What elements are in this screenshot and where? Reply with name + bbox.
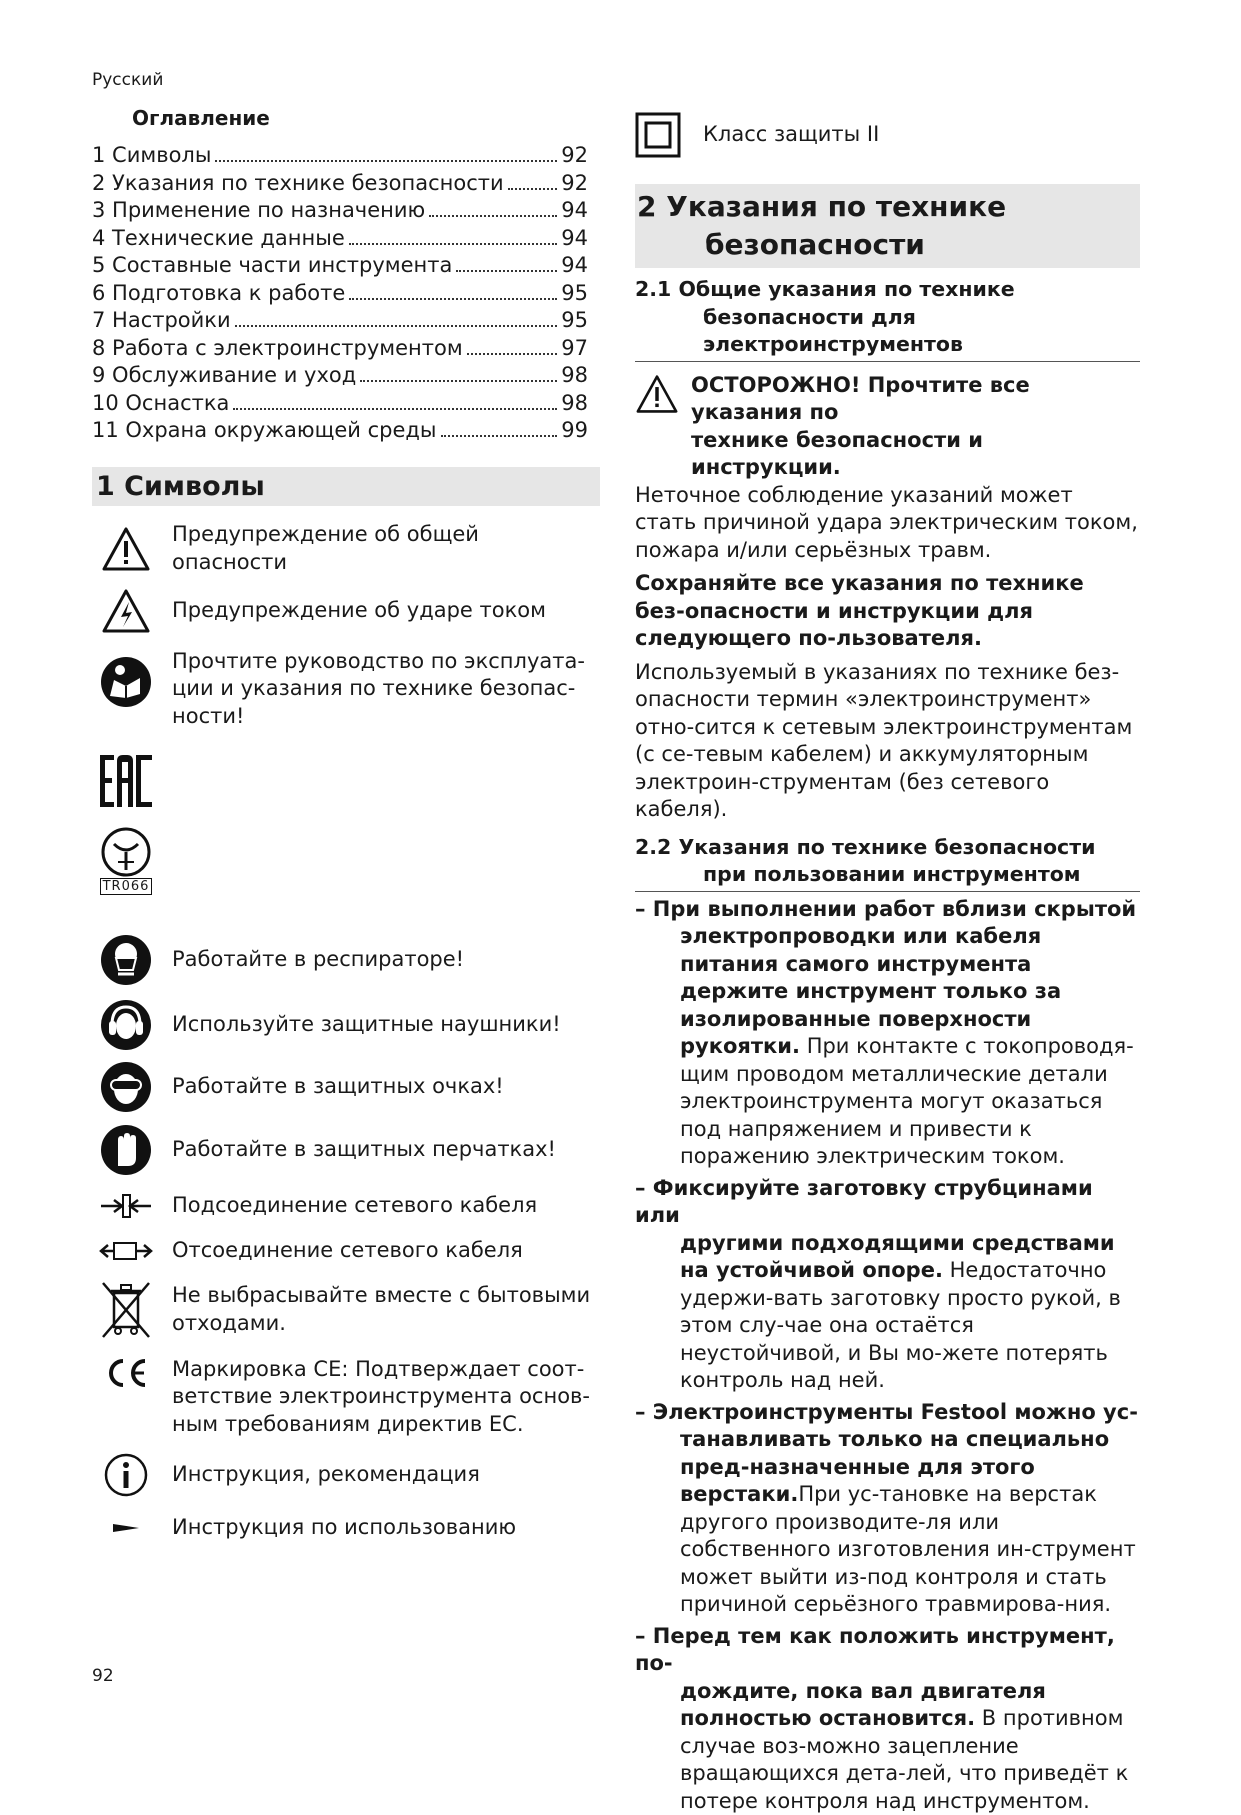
toc-item-label: 9 Обслуживание и уход xyxy=(92,362,356,390)
toc-item-label: 8 Работа с электроинструментом xyxy=(92,335,463,363)
bullet-body xyxy=(635,1678,1140,1815)
bullet-lead: – Фиксируйте заготовку струбцинами или xyxy=(635,1175,1140,1230)
toc-item-page: 98 xyxy=(561,390,588,418)
bullet-lead: – При выполнении работ вблизи скрытой xyxy=(635,896,1140,924)
paragraph: Используемый в указаниях по технике без-опасности термин «электроинструмент» отно-сится к сетевым электроинструментам (с се-тевым кабелем) и аккумуляторным электроин-струментам (без сетевого кабеля). xyxy=(635,659,1140,824)
respirator-icon xyxy=(92,934,160,986)
eac-mark-icon xyxy=(92,753,160,809)
paragraph: Неточное соблюдение указаний может стать причиной удара электрическим током, пожара и/или серьёзных травм. xyxy=(635,482,1140,565)
subsection-2-2-line2: при пользовании инструментом xyxy=(635,861,1140,889)
toc-item[interactable] xyxy=(92,280,588,308)
toc-item-page: 92 xyxy=(561,142,588,170)
toc-title: Оглавление xyxy=(132,106,598,130)
toc-item-page: 92 xyxy=(561,170,588,198)
arrow-instruction-icon xyxy=(92,1521,160,1535)
symbol-text: Инструкция по использованию xyxy=(172,1514,592,1542)
section-2-heading-line1: 2 Указания по технике xyxy=(637,190,1006,223)
symbol-text: Инструкция, рекомендация xyxy=(172,1461,592,1489)
bullet-body xyxy=(635,1426,1140,1619)
toc-leader-dots xyxy=(441,435,558,437)
toc-item[interactable] xyxy=(92,390,588,418)
toc-item-label: 11 Охрана окружающей среды xyxy=(92,417,437,445)
safety-bullet xyxy=(635,1175,1140,1395)
symbol-row xyxy=(92,826,598,926)
symbol-row xyxy=(92,1348,598,1446)
subsection-2-2-heading xyxy=(635,834,1140,892)
toc-item-page: 94 xyxy=(561,197,588,225)
subsection-2-1-line1: 2.1 Общие указания по технике xyxy=(635,277,1015,301)
ukraine-conformity-icon xyxy=(92,826,160,895)
symbol-text: Не выбрасывайте вместе с бытовыми отходами. xyxy=(172,1282,592,1337)
right-column xyxy=(635,112,1140,1815)
subsection-2-1-line2: безопасности для xyxy=(635,304,1140,332)
symbol-text: Используйте защитные наушники! xyxy=(172,1011,592,1039)
section-2-heading-line2: безопасности xyxy=(637,226,1138,264)
safety-bullet-list xyxy=(635,896,1140,1815)
symbol-text: Работайте в респираторе! xyxy=(172,946,592,974)
bullet-body-bold: танавливать только на специально пред-назначенные для этого верстаки. xyxy=(680,1427,1109,1506)
toc-item-page: 98 xyxy=(561,362,588,390)
protection-class-text: Класс защиты II xyxy=(703,121,879,149)
page-number: 92 xyxy=(92,1666,114,1686)
symbol-row xyxy=(92,1056,598,1118)
caution-line1: ОСТОРОЖНО! Прочтите все указания по xyxy=(691,372,1140,427)
symbol-row xyxy=(92,518,598,580)
safety-bullet xyxy=(635,896,1140,1171)
symbol-text: Прочтите руководство по эксплуата-ции и указания по технике безопас-ности! xyxy=(172,648,592,731)
toc-item-page: 99 xyxy=(561,417,588,445)
no-household-waste-icon xyxy=(92,1279,160,1341)
toc-leader-dots xyxy=(508,188,558,190)
toc-item-label: 4 Технические данные xyxy=(92,225,345,253)
bullet-body xyxy=(635,923,1140,1171)
toc-leader-dots xyxy=(235,325,558,327)
toc-leader-dots xyxy=(456,270,557,272)
toc-item-label: 3 Применение по назначению xyxy=(92,197,425,225)
toc-leader-dots xyxy=(215,160,557,162)
toc-item-label: 1 Символы xyxy=(92,142,211,170)
toc-item[interactable] xyxy=(92,170,588,198)
symbol-list xyxy=(92,518,598,1552)
symbol-row xyxy=(92,1446,598,1504)
info-icon xyxy=(92,1452,160,1498)
toc-item[interactable] xyxy=(92,252,588,280)
protection-class-icon xyxy=(635,112,681,158)
toc-item-label: 7 Настройки xyxy=(92,307,231,335)
toc-leader-dots xyxy=(360,380,557,382)
bullet-lead: – Перед тем как положить инструмент, по- xyxy=(635,1623,1140,1678)
toc-item[interactable] xyxy=(92,142,588,170)
toc-leader-dots xyxy=(467,353,558,355)
symbol-row xyxy=(92,994,598,1056)
toc-leader-dots xyxy=(349,243,558,245)
safety-goggles-icon xyxy=(92,1061,160,1113)
safety-gloves-icon xyxy=(92,1124,160,1176)
language-label: Русский xyxy=(92,70,163,90)
caution-block xyxy=(635,372,1140,482)
subsection-2-1-line3: электроинструментов xyxy=(635,331,1140,359)
symbol-text: Работайте в защитных очках! xyxy=(172,1073,592,1101)
toc-item-label: 6 Подготовка к работе xyxy=(92,280,345,308)
symbol-row xyxy=(92,736,598,826)
symbol-text: Работайте в защитных перчатках! xyxy=(172,1136,592,1164)
symbol-row xyxy=(92,580,598,642)
caution-text xyxy=(691,372,1140,482)
ce-mark-icon xyxy=(92,1358,160,1388)
safety-bullet xyxy=(635,1623,1140,1815)
toc-item[interactable] xyxy=(92,225,588,253)
symbol-row xyxy=(92,1182,598,1230)
bullet-body-text: При контакте с токопроводя-щим проводом металлические детали электроинструмента могут оказаться под напряжением и привести к поражению электрическим током. xyxy=(680,1034,1134,1168)
subsection-2-2-line1: 2.2 Указания по технике безопасности xyxy=(635,835,1095,859)
left-column xyxy=(92,106,598,1552)
bullet-body-text: При ус-тановке на верстак другого производите-ля или собственного изготовления ин-струмент может выйти из-под контроля и стать причиной серьёзного травмирова-ния. xyxy=(680,1482,1136,1616)
safety-bullet xyxy=(635,1399,1140,1619)
protection-class-row xyxy=(635,112,1140,158)
bullet-body xyxy=(635,1230,1140,1395)
toc-item-page: 94 xyxy=(561,225,588,253)
symbol-row xyxy=(92,1118,598,1182)
ear-protection-icon xyxy=(92,999,160,1051)
bullet-lead: – Электроинструменты Festool можно ус- xyxy=(635,1399,1140,1427)
warning-triangle-icon xyxy=(635,374,679,414)
toc-item[interactable] xyxy=(92,307,588,335)
toc-item-label: 10 Оснастка xyxy=(92,390,229,418)
read-manual-icon xyxy=(92,656,160,708)
toc-item-label: 5 Составные части инструмента xyxy=(92,252,452,280)
symbol-row xyxy=(92,1272,598,1348)
paragraph-bold: Сохраняйте все указания по технике без-опасности и инструкции для следующего по-льзователя. xyxy=(635,570,1140,653)
connect-cable-icon xyxy=(92,1192,160,1220)
section-symbols-heading: 1 Символы xyxy=(92,467,600,506)
bullet-body-text: Недостаточно удержи-вать заготовку просто рукой, в этом слу-чае она остаётся неустойчивой, и Вы мо-жете потерять контроль над ней. xyxy=(680,1258,1121,1392)
bullet-body-bold: дождите, пока вал двигателя полностью остановится. xyxy=(680,1679,1046,1731)
toc-item[interactable] xyxy=(92,197,588,225)
symbol-text: Отсоединение сетевого кабеля xyxy=(172,1237,592,1265)
symbol-row xyxy=(92,1504,598,1552)
symbol-text: Предупреждение об ударе током xyxy=(172,597,592,625)
section-2-heading xyxy=(635,184,1140,268)
subsection-2-1-heading xyxy=(635,276,1140,362)
table-of-contents xyxy=(92,142,598,445)
toc-item-page: 94 xyxy=(561,252,588,280)
symbol-row xyxy=(92,642,598,736)
toc-item-page: 95 xyxy=(561,280,588,308)
symbol-text: Маркировка CE: Подтверждает соот-ветствие электроинструмента основ-ным требованиям директив ЕС. xyxy=(172,1356,592,1439)
electric-shock-warning-icon xyxy=(92,588,160,634)
caution-line2: технике безопасности и инструкции. xyxy=(691,427,1140,482)
toc-item-page: 97 xyxy=(561,335,588,363)
toc-item[interactable] xyxy=(92,335,588,363)
toc-leader-dots xyxy=(429,215,557,217)
toc-leader-dots xyxy=(233,408,557,410)
toc-leader-dots xyxy=(349,298,557,300)
disconnect-cable-icon xyxy=(92,1237,160,1265)
bullet-body-bold: электропроводки или кабеля питания самого инструмента держите инструмент только за изолированные поверхности рукоятки. xyxy=(680,924,1061,1058)
toc-item[interactable] xyxy=(92,362,588,390)
symbol-text: Предупреждение об общей опасности xyxy=(172,521,592,576)
toc-item-label: 2 Указания по технике безопасности xyxy=(92,170,504,198)
bullet-body-text: В противном случае воз-можно зацепление вращающихся дета-лей, что приведёт к потере контроля над инструментом. xyxy=(680,1706,1128,1813)
toc-item-page: 95 xyxy=(561,307,588,335)
tr066-label: TR066 xyxy=(100,878,153,895)
toc-item[interactable] xyxy=(92,417,588,445)
bullet-body-bold: другими подходящими средствами на устойчивой опоре. xyxy=(680,1231,1115,1283)
warning-triangle-icon xyxy=(92,526,160,572)
symbol-row xyxy=(92,926,598,994)
symbol-row xyxy=(92,1230,598,1272)
symbol-text: Подсоединение сетевого кабеля xyxy=(172,1192,592,1220)
